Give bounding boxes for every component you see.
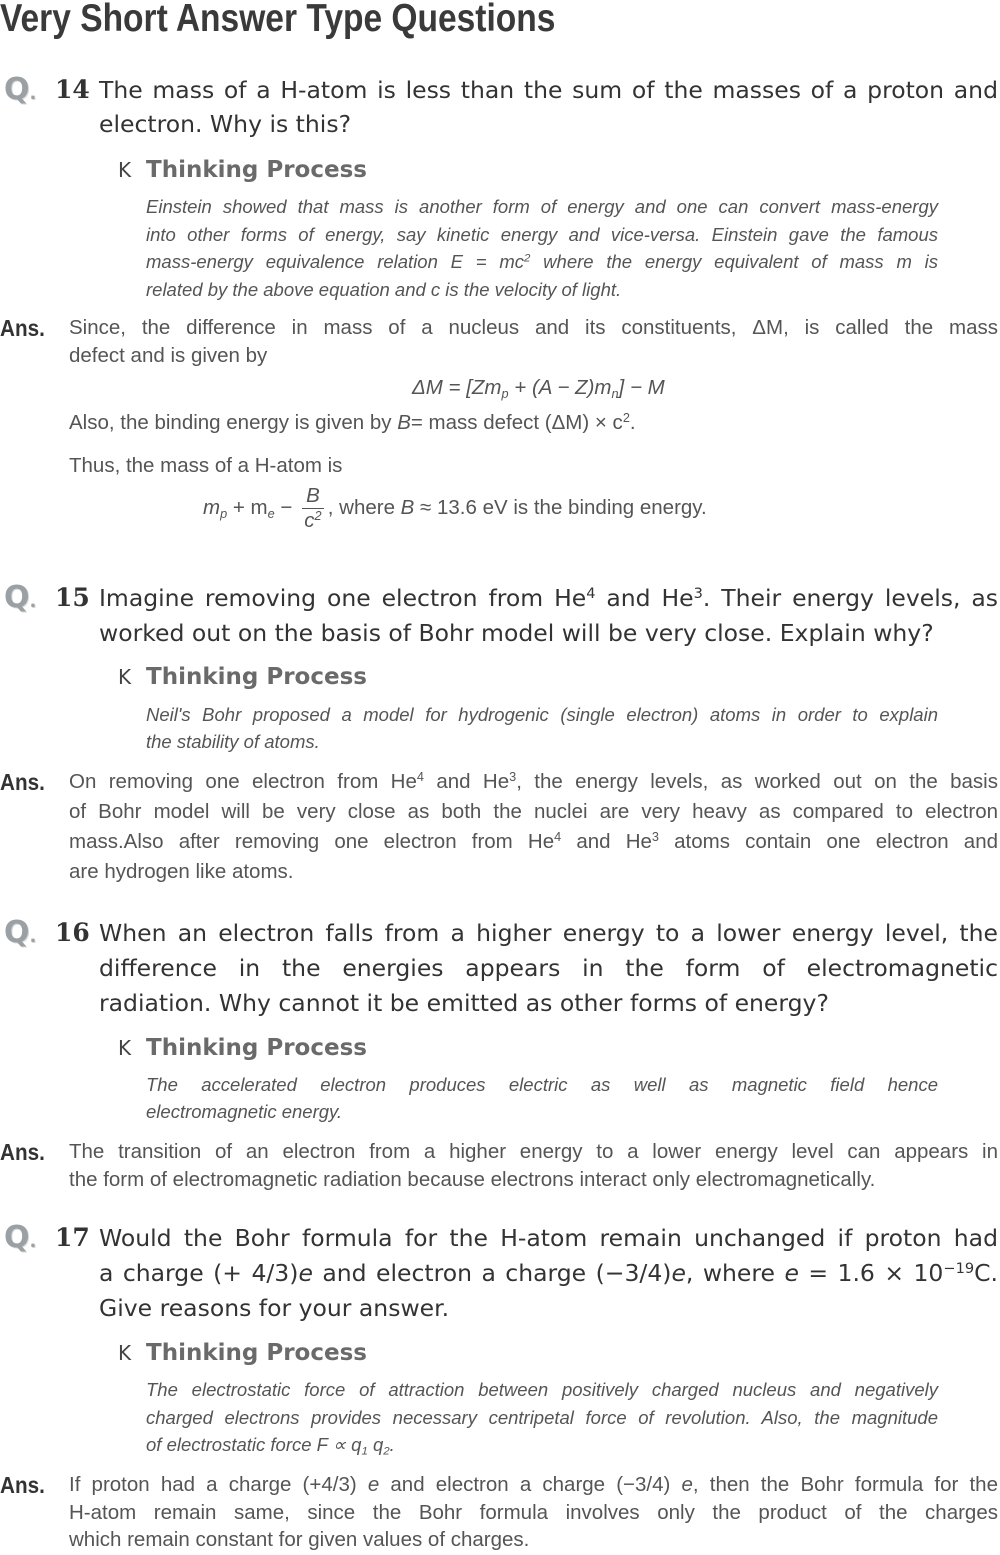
question-text: Would the Bohr formula for the H-atom remain unchanged if proton had bbox=[99, 1224, 998, 1252]
answer-text: which remain constant for given values of charges. bbox=[69, 1528, 530, 1551]
answer-label: Ans. bbox=[0, 1139, 45, 1165]
thinking-process-heading: Thinking Process bbox=[146, 157, 367, 183]
answer-label: Ans. bbox=[0, 1472, 45, 1498]
question-number: 16 bbox=[55, 918, 90, 947]
thinking-text: Neil's Bohr proposed a model for hydrogenic (single electron) atoms in order to explain bbox=[146, 704, 938, 725]
thinking-process-heading: Thinking Process bbox=[146, 1340, 367, 1366]
thinking-process-icon: K bbox=[118, 1036, 132, 1060]
thinking-process-icon: K bbox=[118, 1341, 132, 1365]
question-icon: Q. bbox=[4, 72, 37, 107]
answer-text: are hydrogen like atoms. bbox=[69, 860, 294, 883]
question-icon: Q. bbox=[4, 1220, 37, 1255]
answer-text: Thus, the mass of a H-atom is bbox=[69, 454, 343, 477]
thinking-text: electromagnetic energy. bbox=[146, 1101, 343, 1122]
equation-mass-defect: $\Delta M = [Zm_p + (A - Z)m_n] - M$ bbox=[412, 376, 665, 401]
question-number: 15 bbox=[55, 583, 90, 612]
thinking-text: related by the above equation and c is the velocity of light. bbox=[146, 279, 622, 300]
thinking-process-icon: K bbox=[118, 665, 132, 689]
answer-text: If proton had a charge (+4/3) e and electron a charge (−3/4) e, then the Bohr formula for the bbox=[69, 1473, 998, 1496]
question-text: Imagine removing one electron from He$^4$ and He$^3$. Their energy levels, as bbox=[99, 584, 998, 612]
answer-text: H-atom remain same, since the Bohr formula involves only the product of the charges bbox=[69, 1501, 998, 1524]
answer-text: mass.Also after removing one electron from He$^4$ and He$^3$ atoms contain one electron and bbox=[69, 829, 999, 853]
answer-label: Ans. bbox=[0, 315, 45, 341]
question-icon: Q. bbox=[4, 580, 37, 615]
answer-label: Ans. bbox=[0, 769, 45, 795]
thinking-text: The electrostatic force of attraction between positively charged nucleus and negatively bbox=[146, 1379, 938, 1400]
thinking-process-heading: Thinking Process bbox=[146, 1035, 367, 1061]
answer-text: Also, the binding energy is given by B= mass defect $(\Delta M) \times c^2$. bbox=[69, 410, 636, 434]
section-heading: Very Short Answer Type Questions bbox=[0, 0, 556, 40]
question-number: 14 bbox=[55, 75, 90, 104]
thinking-text: the stability of atoms. bbox=[146, 731, 320, 752]
thinking-process-icon: K bbox=[118, 158, 132, 182]
answer-text: Since, the difference in mass of a nucleus and its constituents, ΔM, is called the mass bbox=[69, 316, 998, 339]
question-text: When an electron falls from a higher energy to a lower energy level, the bbox=[99, 919, 998, 947]
question-icon: Q. bbox=[4, 915, 37, 950]
thinking-text: mass-energy equivalence relation $E = mc^2$ where the energy equivalent of mass m is bbox=[146, 251, 938, 272]
question-text: radiation. Why cannot it be emitted as other forms of energy? bbox=[99, 989, 829, 1017]
equation-h-atom-mass: $m_p + m_e$ − $\frac{B}{c^2}$ , where B ≈ 13.6 eV is the binding energy. bbox=[203, 484, 707, 533]
thinking-process-heading: Thinking Process bbox=[146, 664, 367, 690]
answer-text: defect and is given by bbox=[69, 344, 268, 367]
question-text: a charge (+ 4/3)e and electron a charge (−3/4)e, where $e = 1.6 \times 10^{-19}C$. bbox=[99, 1259, 998, 1287]
thinking-text: charged electrons provides necessary centripetal force of revolution. Also, the magnitude bbox=[146, 1407, 938, 1428]
answer-text: the form of electromagnetic radiation because electrons interact only electromagnetically. bbox=[69, 1168, 876, 1191]
question-text: Give reasons for your answer. bbox=[99, 1294, 450, 1322]
answer-text: The transition of an electron from a higher energy to a lower energy level can appears in bbox=[69, 1140, 998, 1163]
question-text: The mass of a H-atom is less than the sum of the masses of a proton and bbox=[99, 76, 998, 104]
question-text: worked out on the basis of Bohr model will be very close. Explain why? bbox=[99, 619, 934, 647]
question-text: difference in the energies appears in the form of electromagnetic bbox=[99, 954, 998, 982]
answer-text: of Bohr model will be very close as both the nuclei are very heavy as compared to electron bbox=[69, 800, 998, 823]
question-text: electron. Why is this? bbox=[99, 110, 352, 138]
thinking-text: into other forms of energy, say kinetic energy and vice-versa. Einstein gave the famous bbox=[146, 224, 938, 245]
thinking-text: Einstein showed that mass is another form of energy and one can convert mass-energy bbox=[146, 196, 938, 217]
thinking-text: of electrostatic force $F \propto q_1$ $q_2$. bbox=[146, 1434, 395, 1458]
question-number: 17 bbox=[55, 1223, 90, 1252]
answer-text: On removing one electron from He$^4$ and He$^3$, the energy levels, as worked out on the basis bbox=[69, 769, 998, 793]
thinking-text: The accelerated electron produces electric as well as magnetic field hence bbox=[146, 1074, 938, 1095]
